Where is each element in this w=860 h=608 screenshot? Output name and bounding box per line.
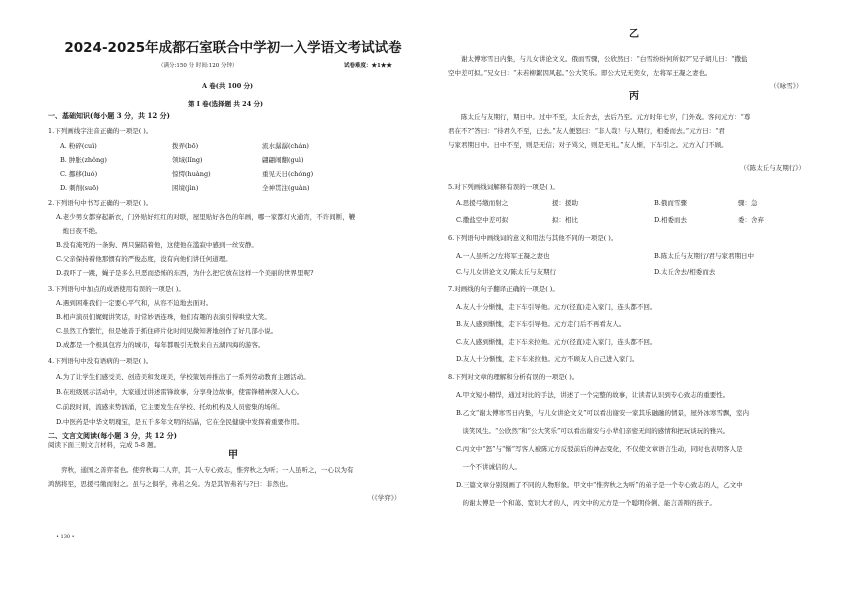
- q6-stem: 6.下列语句中画线词的意义和用法与其他不同的一项是( )。: [448, 234, 618, 242]
- q1-option: 翩翩闹翻(guì): [262, 156, 304, 164]
- section-2-intro: 阅读下面三则文言材料，完成 5-8 题。: [48, 441, 161, 449]
- difficulty-rating: 试卷难度：★1★★: [344, 63, 392, 69]
- q3-stem: 3.下列语句中加点的成语使用有误的一项是( )。: [48, 285, 185, 293]
- q5-option: 拟：相比: [552, 216, 578, 224]
- q6-option: B.陈太丘与友期行/君与家君期日中: [654, 252, 755, 260]
- q6-option: D.太丘舍去/相委而去: [654, 268, 716, 276]
- q3-option: C.虽然工作繁忙，但是她善于抓住碎片化时间见微知著地创作了好几部小说。: [56, 327, 278, 335]
- q4-option: A.为了让学生们感受美、创造美和发现美，学校策划并推出了一系列劳动教育主题活动。: [56, 373, 310, 381]
- exam-title: 2024-2025年成都石室联合中学初一入学语文考试试卷: [64, 40, 402, 56]
- passage-bing-line: 陈太丘与友期行，期日中。过中不至，太丘舍去，去后乃至。元方时年七岁，门外戏。客问元方：“尊: [448, 113, 751, 121]
- q8-option: 的谢太傅是一个和蔼、宽识大才的人，丙文中的元方是一个聪明伶俐、能言善辩的孩子。: [456, 499, 716, 507]
- q2-option: B.没有淹死的一条狗、两只猫陪着他，这使他在滥寂中感到一丝安静。: [56, 241, 258, 249]
- q1-option: 流水潺潺(chán): [262, 142, 309, 150]
- q7-option: C.友人感到惭愧，走下车来拉他。元方(径直)走入家门，连头都不回。: [456, 338, 657, 346]
- q8-option: 谈笑风生。“公欣然”和“公大笑乐”可以看出谢安与小辈们亲密无间的感情和把玩谈玩的雅兴。: [456, 427, 730, 435]
- q2-option: D.我吓了一跳，蝇子是多么旦恶而恐怖的东西，为什么把它放在这样一个美丽的世界里呢?: [56, 269, 314, 277]
- q7-option: B.友人感到惭愧，走下车引导他。元方走门后不再看友人。: [456, 320, 626, 328]
- part-a-heading: A 卷(共 100 分): [202, 82, 254, 90]
- part-1-heading: 第 I 卷(选择题 共 24 分): [188, 100, 264, 108]
- q4-option: D.中医药是中华文明瑰宝，是五千多年文明的结晶，它在全民健康中发挥着重要作用。: [56, 418, 304, 426]
- exam-meta: （满分:150 分 时间:120 分钟）: [158, 63, 238, 69]
- q5-option: 委：舍弃: [738, 216, 764, 224]
- passage-jia-line: 弈秋，通国之善弈者也。使弈秋诲二人弈，其一人专心致志，惟弈秋之为听；一人虽听之，一心以为有: [48, 466, 354, 474]
- q1-option: 拨弄(bō): [172, 142, 199, 150]
- q8-option: B.乙文“谢太傅寒雪日内集，与儿女讲论文义”可以看出谢安一家其乐融融的情景，屋外冰寒雪飘，室内: [456, 409, 749, 417]
- q8-option: 一个不讲诚信的人。: [456, 463, 521, 471]
- q2-option: A.老少男女都穿起新衣，门外贴好红红的对联，屋里贴好各色的年画，哪一家都灯火通宵，不许间断，鞭: [56, 213, 356, 221]
- section-2-heading: 二、文言文阅读(每小题 3 分，共 12 分): [48, 431, 177, 440]
- q1-option: 惊愕(huàng): [172, 170, 211, 178]
- q7-stem: 7.对画线的句子翻译正确的一项是( )。: [448, 285, 559, 293]
- q1-option: 全神贯注(guàn): [262, 184, 310, 192]
- q1-option: B. 肿胀(zhǒng): [60, 156, 107, 164]
- passage-jia-source: （《学弈》）: [368, 494, 401, 502]
- passage-bing-line: 与家君期日中。日中不至，则是无信；对子骂父，则是无礼。”友人惭，下车引之。元方入门不顾。: [448, 141, 728, 149]
- q1-option: C. 挪移(luó): [60, 170, 98, 178]
- passage-bing-line: 君在不?”答曰：“待君久不至，已去。”友人便怒曰：“非人哉！与人期行，相委而去。”元方曰：“君: [448, 127, 725, 135]
- passage-bing-label: 丙: [629, 91, 639, 102]
- q2-stem: 2.下列语句中书写正确的一项是( )。: [48, 199, 153, 207]
- q5-option: A.思援弓缴而射之: [456, 199, 509, 207]
- q1-option: 重见天日(chóng): [262, 170, 314, 178]
- q3-option: D.成都是一个极具包容力的城市，每年都吸引无数来自五湖四海的游客。: [56, 341, 265, 349]
- q1-option: A. 粉碎(cuì): [60, 142, 97, 150]
- q6-option: A.一人虽听之/左将军王凝之妻也: [456, 252, 550, 260]
- q4-option: C.前段时间，流感来势汹涌，它主要发生在学校、托幼机构及人员密集的场所。: [56, 403, 284, 411]
- q3-option: A.遇到困难我们一定要心平气和，从容不迫地去面对。: [56, 299, 213, 307]
- q6-option: C.与儿女讲论文义/陈太丘与友期行: [456, 268, 556, 276]
- q8-option: D.三篇文章分别刻画了不同的人物形象。甲文中“惟弈秋之为听”的弟子是一个专心致志的人，乙文中: [456, 481, 743, 489]
- passage-jia-line: 鸿鹄将至，思援弓缴而射之。虽与之俱学，弗若之矣。为是其智弗若与?曰：非然也。: [48, 480, 292, 488]
- q5-stem: 5.对下列画线词解释有误的一项是( )。: [448, 183, 559, 191]
- q1-stem: 1.下列画线字注音正确的一项是( )。: [48, 127, 153, 135]
- q4-stem: 4.下列语句中没有语病的一项是( )。: [48, 357, 153, 365]
- q7-option: A.友人十分惭愧，走下车引导他。元方(径直)走入家门，连头都不回。: [456, 303, 657, 311]
- passage-yi-line: 谢太傅寒雪日内集，与儿女讲论文义。俄而雪骤，公欣然曰：“白雪纷纷何所似?”兄子胡儿曰：“撒盐: [448, 55, 748, 63]
- q8-stem: 8.下列对文章的理解和分析有误的一项是( )。: [448, 373, 579, 381]
- q1-option: 领域(lǐng): [172, 156, 203, 164]
- q1-option: D. 刺削(suō): [60, 184, 99, 192]
- passage-jia-label: 甲: [228, 450, 238, 461]
- q7-option: D.友人十分惭愧，走下车来拉他。元方不顾友人自己进入家门。: [456, 355, 639, 363]
- q5-option: D.相委而去: [654, 216, 688, 224]
- q8-option: A.甲文短小精悍，通过对比的手法，讲述了一个完整的故事，让读者认识到专心致志的重要性。: [456, 391, 730, 399]
- passage-yi-label: 乙: [629, 29, 639, 40]
- q5-option: 援：援助: [552, 199, 578, 207]
- passage-yi-line: 空中差可拟。”兄女曰：“未若柳絮因风起。”公大笑乐。即公大兄无奕女，左将军王凝之妻也。: [448, 69, 712, 77]
- q1-option: 困境(jìn): [172, 184, 199, 192]
- q8-option: C.丙文中“怒”与“惭”写客人被陈元方反驳前后的神态变化，不仅使文章语言生动，同时也表明客人是: [456, 445, 743, 453]
- passage-bing-source: （《陈太丘与友期行》）: [740, 164, 805, 172]
- q5-option: B.俄而雪骤: [654, 199, 687, 207]
- q4-option: B.在班级展示活动中，大家通过讲述雷锋故事，分享身边故事，使雷锋精神深入人心。: [56, 388, 304, 396]
- q3-option: B.相声演员们娓娓讲笑话，时常妙语连珠，他们有趣的表演引得哄堂大笑。: [56, 313, 271, 321]
- page-number: • 130 •: [56, 534, 75, 540]
- q2-option: 炮日夜不绝。: [56, 227, 102, 235]
- q5-option: C.撒盐空中差可拟: [456, 216, 509, 224]
- q5-option: 骤：急: [738, 199, 758, 207]
- q2-option: C.父亲保持着他那惯有的严俊态度，没有向他们讲任何道理。: [56, 255, 232, 263]
- section-1-heading: 一、基础知识(每小题 3 分，共 12 分): [48, 111, 170, 120]
- passage-yi-source: （《咏雪》）: [770, 82, 803, 90]
